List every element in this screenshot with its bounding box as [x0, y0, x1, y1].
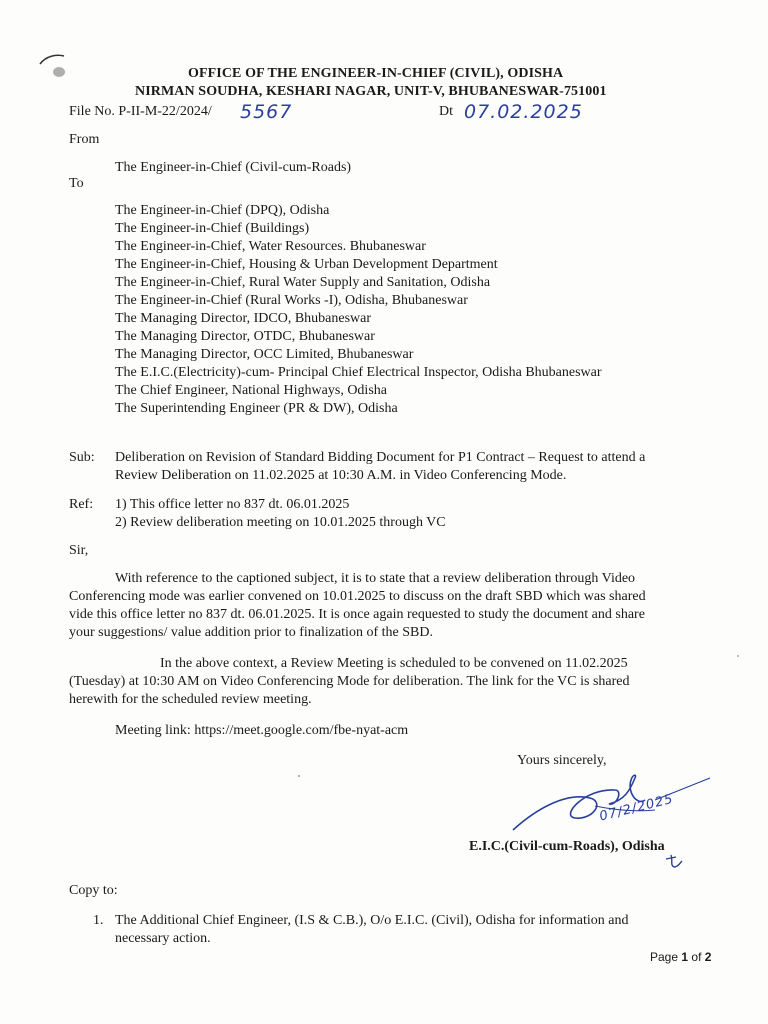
staple-mark-icon	[34, 50, 74, 84]
office-address: NIRMAN SOUDHA, KESHARI NAGAR, UNIT-V, BHUBANESWAR-751001	[135, 84, 607, 99]
page-current: 1	[681, 950, 689, 964]
recipient-item: The Engineer-in-Chief (DPQ), Odisha	[115, 203, 330, 218]
from-sender: The Engineer-in-Chief (Civil-cum-Roads)	[115, 160, 352, 175]
to-label: To	[69, 176, 84, 191]
recipient-item: The Engineer-in-Chief, Rural Water Supply and Sanitation, Odisha	[115, 275, 491, 290]
body-para1-line: Conferencing mode was earlier convened on 10.01.2025 to discuss on the draft SBD which was shared	[69, 589, 646, 604]
recipient-item: The Engineer-in-Chief (Rural Works -I), Odisha, Bhubaneswar	[115, 293, 468, 308]
copy-to-number: 1.	[93, 913, 104, 928]
recipient-list	[115, 202, 602, 418]
page-of: of	[691, 950, 702, 964]
body-para2-line: herewith for the scheduled review meeting.	[69, 692, 312, 707]
recipient-item: The Superintending Engineer (PR & DW), Odisha	[115, 401, 398, 416]
subject-line-1: Deliberation on Revision of Standard Bidding Document for P1 Contract – Request to attend a	[115, 450, 646, 465]
recipient-item: The Engineer-in-Chief, Water Resources. Bhubaneswar	[115, 239, 426, 254]
page-word: Page	[650, 950, 679, 964]
body-para2-line: (Tuesday) at 10:30 AM on Video Conferencing Mode for deliberation. The link for the VC is shared	[69, 674, 630, 689]
designation: E.I.C.(Civil-cum-Roads), Odisha	[469, 839, 665, 854]
date-handwritten: 07.02.2025	[464, 101, 583, 123]
recipient-item: The Managing Director, OTDC, Bhubaneswar	[115, 329, 375, 344]
scan-speck	[298, 775, 300, 777]
body-para1-line: your suggestions/ value addition prior to finalization of the SBD.	[69, 625, 433, 640]
office-title: OFFICE OF THE ENGINEER-IN-CHIEF (CIVIL), ODISHA	[188, 66, 564, 81]
page-total: 2	[704, 950, 712, 964]
initial-mark-icon	[664, 853, 684, 869]
file-number-handwritten: 5567	[240, 101, 293, 123]
copy-to-line: necessary action.	[115, 931, 211, 946]
recipient-item: The E.I.C.(Electricity)-cum- Principal Chief Electrical Inspector, Odisha Bhubaneswar	[115, 365, 602, 380]
closing-yours-sincerely: Yours sincerely,	[517, 753, 607, 768]
body-para2-line: In the above context, a Review Meeting is scheduled to be convened on 11.02.2025	[160, 656, 628, 671]
subject-label: Sub:	[69, 450, 95, 465]
file-number-label: File No. P-II-M-22/2024/	[69, 104, 212, 119]
subject-line-2: Review Deliberation on 11.02.2025 at 10:30 A.M. in Video Conferencing Mode.	[115, 468, 567, 483]
scan-speck	[737, 655, 739, 657]
recipient-item: The Managing Director, IDCO, Bhubaneswar	[115, 311, 372, 326]
copy-to-label: Copy to:	[69, 883, 118, 898]
salutation: Sir,	[69, 543, 89, 558]
body-para1-line: With reference to the captioned subject, it is to state that a review deliberation through Video	[115, 571, 636, 586]
copy-to-line: The Additional Chief Engineer, (I.S & C.B.), O/o E.I.C. (Civil), Odisha for information and	[115, 913, 629, 928]
reference-item: 1) This office letter no 837 dt. 06.01.2025	[115, 497, 350, 512]
signature-date: 07/2/2025	[598, 791, 676, 825]
reference-label: Ref:	[69, 497, 94, 512]
date-label: Dt	[439, 104, 453, 119]
meeting-link: Meeting link: https://meet.google.com/fbe-nyat-acm	[115, 723, 409, 738]
page-number	[650, 950, 711, 964]
recipient-item: The Engineer-in-Chief (Buildings)	[115, 221, 310, 236]
reference-item: 2) Review deliberation meeting on 10.01.2025 through VC	[115, 515, 446, 530]
recipient-item: The Managing Director, OCC Limited, Bhubaneswar	[115, 347, 414, 362]
recipient-item: The Chief Engineer, National Highways, Odisha	[115, 383, 387, 398]
from-label: From	[69, 132, 100, 147]
recipient-item: The Engineer-in-Chief, Housing & Urban Development Department	[115, 257, 498, 272]
body-para1-line: vide this office letter no 837 dt. 06.01.2025. It is once again requested to study the document and share	[69, 607, 645, 622]
